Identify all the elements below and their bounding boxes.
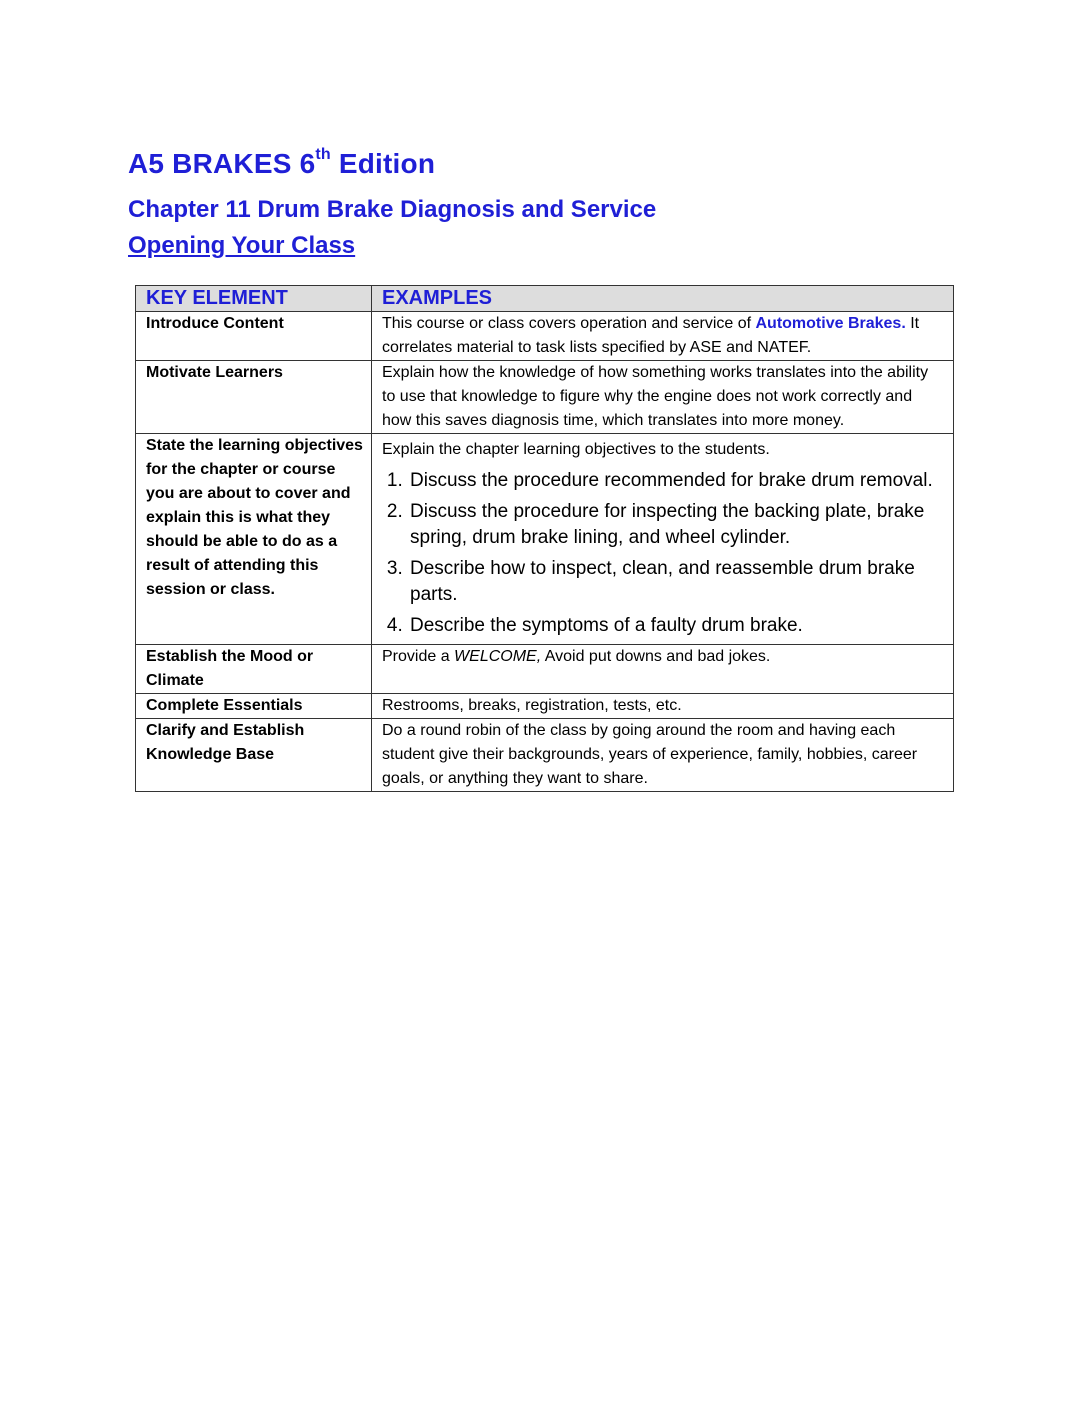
table-row xyxy=(136,312,954,361)
title-main-text: A5 BRAKES 6 xyxy=(128,148,316,179)
row-key: Motivate Learners xyxy=(136,361,372,434)
list-item: 3. Describe how to inspect, clean, and reassemble drum brake parts. xyxy=(408,556,945,608)
row-key: Introduce Content xyxy=(136,312,372,361)
row-example xyxy=(372,434,954,645)
section-heading: Opening Your Class xyxy=(128,232,356,259)
document-title xyxy=(128,145,436,180)
example-text: Avoid put downs and bad jokes. xyxy=(541,648,771,665)
chapter-subtitle: Chapter 11 Drum Brake Diagnosis and Service xyxy=(128,196,657,223)
example-text: Provide a xyxy=(382,648,455,665)
title-superscript: th xyxy=(315,145,331,163)
title-end-text: Edition xyxy=(330,148,436,179)
row-example xyxy=(372,312,954,361)
table-row xyxy=(136,361,954,434)
highlight-text: Automotive Brakes. xyxy=(755,315,906,332)
objectives-intro: Explain the chapter learning objectives to the students. xyxy=(382,441,770,458)
table-header-row xyxy=(136,286,954,312)
table-row xyxy=(136,694,954,719)
row-key: Establish the Mood or Climate xyxy=(136,645,372,694)
row-key: Complete Essentials xyxy=(136,694,372,719)
italic-text: WELCOME, xyxy=(454,648,542,665)
table-row xyxy=(136,645,954,694)
row-key: State the learning objectives for the chapter or course you are about to cover and explain this is what they should be able to do as a result of attending this session or class. xyxy=(136,434,372,645)
row-key: Clarify and Establish Knowledge Base xyxy=(136,719,372,792)
table-row xyxy=(136,719,954,792)
row-example: Do a round robin of the class by going around the room and having each student give their backgrounds, years of experience, family, hobbies, career goals, or anything they want to share. xyxy=(372,719,954,792)
list-item: 2. Discuss the procedure for inspecting the backing plate, brake spring, drum brake lining, and wheel cylinder. xyxy=(408,499,945,551)
example-text: It correlates material to task lists specified by ASE and NATEF. xyxy=(382,315,920,356)
key-elements-table xyxy=(135,285,954,792)
row-example: Explain how the knowledge of how something works translates into the ability to use that knowledge to figure why the engine does not work correctly and how this saves diagnosis time, which translates into more money. xyxy=(372,361,954,434)
list-item: 4. Describe the symptoms of a faulty drum brake. xyxy=(408,613,945,639)
header-key-element: KEY ELEMENT xyxy=(136,286,372,312)
objectives-list xyxy=(382,468,945,639)
table-row xyxy=(136,434,954,645)
row-example xyxy=(372,645,954,694)
row-example: Restrooms, breaks, registration, tests, etc. xyxy=(372,694,954,719)
header-examples: EXAMPLES xyxy=(372,286,954,312)
list-item: 1. Discuss the procedure recommended for brake drum removal. xyxy=(408,468,945,494)
example-text: This course or class covers operation and service of xyxy=(382,315,756,332)
